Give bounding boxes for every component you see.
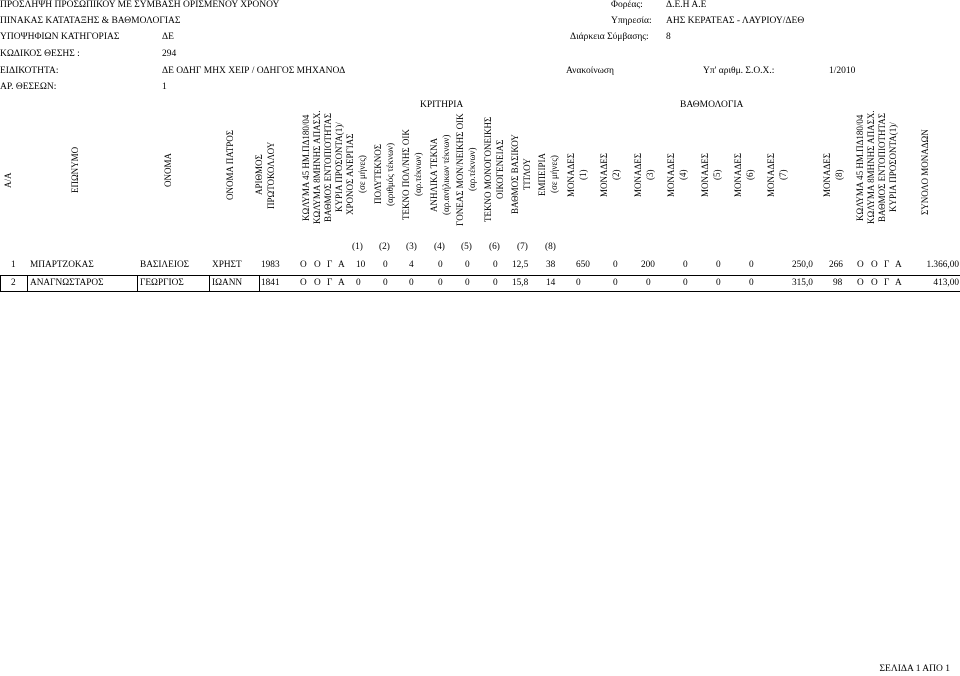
position-code-label: ΚΩΔΙΚΟΣ ΘΕΣΗΣ : xyxy=(0,49,80,59)
score-col-8-b: (8) xyxy=(834,169,844,181)
row-score-2: 0 xyxy=(613,278,618,288)
crit-col-3-b: (αρ.τέκνων) xyxy=(413,152,423,197)
row-flag-4: Α xyxy=(338,260,345,270)
row-score-8: 98 xyxy=(833,278,843,288)
row-surname: ΜΠΑΡΤΖΟΚΑΣ xyxy=(30,260,94,270)
group-scores: ΒΑΘΜΟΛΟΓΙΑ xyxy=(680,100,744,110)
row-score-7: 250,0 xyxy=(792,260,813,270)
row-surname: ΑΝΑΓΝΩΣΤΑΡΟΣ xyxy=(30,278,104,288)
row-father: ΙΩΑΝΝ xyxy=(212,278,243,288)
row-score-7: 315,0 xyxy=(792,278,813,288)
row-flag-1: Ο xyxy=(300,278,307,288)
document-title: ΠΡΟΣΛΗΨΗ ΠΡΟΣΩΠΙΚΟΥ ΜΕ ΣΥΜΒΑΣΗ ΟΡΙΣΜΕΝΟΥ ΧΡΟΝΟΥ xyxy=(0,0,280,10)
col-flag-right-4: ΚΥΡΙΑ ΠΡΟΣΟΝΤΑ(1)/ xyxy=(888,122,898,213)
row-crit-5: 0 xyxy=(465,278,470,288)
row-crit-1: 0 xyxy=(356,278,361,288)
col-total: ΣΥΝΟΛΟ ΜΟΝΑΔΩΝ xyxy=(920,129,930,216)
crit-num-6: (6) xyxy=(489,242,500,252)
cell-border xyxy=(259,275,260,292)
row-score-4: 0 xyxy=(683,260,688,270)
crit-num-5: (5) xyxy=(461,242,472,252)
row-flag-right-2: Ο xyxy=(871,260,878,270)
position-code-value: 294 xyxy=(162,49,177,59)
crit-num-4: (4) xyxy=(434,242,445,252)
row-father: ΧΡΗΣΤ xyxy=(212,260,242,270)
row-name: ΒΑΣΙΛΕΙΟΣ xyxy=(140,260,190,270)
row-crit-7: 12,5 xyxy=(512,260,529,270)
crit-col-6-b: ΟΙΚΟΓΕΝΕΙΑΣ xyxy=(495,139,505,200)
row-flag-right-3: Γ xyxy=(884,278,890,288)
score-col-5-b: (5) xyxy=(712,169,722,181)
crit-col-2-b: (αριθμός τέκνων) xyxy=(385,142,395,207)
crit-col-7-a: ΒΑΘΜΟΣ ΒΑΣΙΚΟΥ xyxy=(510,134,520,215)
crit-col-8-a: ΕΜΠΕΙΡΙΑ xyxy=(537,153,547,196)
row-crit-6: 0 xyxy=(493,278,498,288)
score-col-4-b: (4) xyxy=(678,169,688,181)
group-criteria: ΚΡΙΤΗΡΙΑ xyxy=(420,100,464,110)
row-flag-right-4: Α xyxy=(895,278,902,288)
positions-value: 1 xyxy=(162,82,167,92)
row-crit-2: 0 xyxy=(383,260,388,270)
document-subtitle: ΠΙΝΑΚΑΣ ΚΑΤΑΤΑΞΗΣ & ΒΑΘΜΟΛΟΓΙΑΣ xyxy=(0,16,181,26)
cell-border xyxy=(137,275,138,292)
col-aa: Α/Α xyxy=(3,172,13,188)
score-col-6-a: ΜΟΝΑΔΕΣ xyxy=(733,152,743,198)
row-crit-5: 0 xyxy=(465,260,470,270)
row-flag-right-2: Ο xyxy=(871,278,878,288)
col-surname: ΕΠΩΝΥΜΟ xyxy=(70,146,80,194)
row-crit-8: 14 xyxy=(546,278,556,288)
row-flag-right-1: Ο xyxy=(857,278,864,288)
col-name: ΟΝΟΜΑ xyxy=(163,153,173,188)
candidates-label: ΥΠΟΨΗΦΙΩΝ ΚΑΤΗΓΟΡΙΑΣ xyxy=(0,32,120,42)
cell-border xyxy=(209,275,210,292)
score-col-1-a: ΜΟΝΑΔΕΣ xyxy=(566,152,576,198)
crit-col-3-a: ΤΕΚΝΟ ΠΟΛ/ΝΗΣ ΟΙΚ xyxy=(401,129,411,220)
row-flag-1: Ο xyxy=(300,260,307,270)
candidates-value: ΔΕ xyxy=(162,32,174,42)
score-col-3-b: (3) xyxy=(645,169,655,181)
row-crit-8: 38 xyxy=(546,260,556,270)
row-crit-6: 0 xyxy=(493,260,498,270)
duration-label: Διάρκεια Σύμβασης: xyxy=(570,32,649,42)
col-protocol-1: ΑΡΙΘΜΟΣ xyxy=(254,154,264,196)
row-total: 413,00 xyxy=(933,278,959,288)
crit-num-1: (1) xyxy=(352,242,363,252)
col-flag-2: ΚΩΛΥΜΑ 8ΜΗΝΗΣ ΑΠΑΣΧ. xyxy=(312,110,322,225)
row-score-5: 0 xyxy=(716,278,721,288)
row-flag-right-3: Γ xyxy=(884,260,890,270)
row-score-4: 0 xyxy=(683,278,688,288)
row-crit-4: 0 xyxy=(438,260,443,270)
row-flag-3: Γ xyxy=(327,260,333,270)
cell-border xyxy=(0,275,1,292)
row-crit-2: 0 xyxy=(383,278,388,288)
row-flag-right-1: Ο xyxy=(857,260,864,270)
score-col-3-a: ΜΟΝΑΔΕΣ xyxy=(633,152,643,198)
row-protocol: 1983 xyxy=(261,260,280,270)
crit-col-5-b: (αρ.τέκνων) xyxy=(467,147,477,192)
specialty-value: ΔΕ ΟΔΗΓ ΜΗΧ ΧΕΙΡ / ΟΔΗΓΟΣ ΜΗΧΑΝΟΔ xyxy=(162,66,346,76)
row-score-5: 0 xyxy=(716,260,721,270)
row-total: 1.366,00 xyxy=(926,260,959,270)
specialty-label: ΕΙΔΙΚΟΤΗΤΑ: xyxy=(0,66,59,76)
crit-col-1-a: ΧΡΟΝΟΣ ΑΝΕΡΓΙΑΣ xyxy=(345,133,355,216)
row-crit-1: 10 xyxy=(356,260,366,270)
col-flag-4: ΚΥΡΙΑ ΠΡΟΣΟΝΤΑ(1)/ xyxy=(334,122,344,213)
score-col-1-b: (1) xyxy=(578,169,588,181)
crit-num-8: (8) xyxy=(545,242,556,252)
announcement-label: Ανακοίνωση xyxy=(566,66,614,76)
row-flag-2: Ο xyxy=(314,260,321,270)
crit-col-2-a: ΠΟΛΥΤΕΚΝΟΣ xyxy=(373,144,383,205)
announcement-ref-value: 1/2010 xyxy=(829,66,856,76)
announcement-ref-label: Υπ' αριθμ. Σ.Ο.Χ.: xyxy=(703,66,775,76)
row-flag-4: Α xyxy=(338,278,345,288)
crit-col-5-a: ΓΟΝΕΑΣ ΜΟΝ/ΝΕΙΚΗΣ ΟΙΚ xyxy=(455,113,465,226)
row-divider xyxy=(0,291,960,292)
crit-col-4-a: ΑΝΗΛΙΚΑ ΤΕΚΝΑ xyxy=(429,137,439,212)
row-score-2: 0 xyxy=(613,260,618,270)
service-label: Υπηρεσία: xyxy=(611,16,652,26)
row-aa: 2 xyxy=(11,278,16,288)
positions-label: ΑΡ. ΘΕΣΕΩΝ: xyxy=(0,82,57,92)
row-crit-4: 0 xyxy=(438,278,443,288)
row-aa: 1 xyxy=(11,260,16,270)
col-protocol-2: ΠΡΩΤΟΚΟΛΛΟΥ xyxy=(266,141,276,209)
page-number: ΣΕΛΙΔΑ 1 ΑΠΟ 1 xyxy=(879,664,950,674)
score-col-2-b: (2) xyxy=(611,169,621,181)
row-crit-3: 0 xyxy=(409,278,414,288)
agency-label: Φορέας: xyxy=(611,0,643,10)
crit-num-2: (2) xyxy=(379,242,390,252)
col-flag-right-2: ΚΩΛΥΜΑ 8ΜΗΝΗΣ ΑΠΑΣΧ. xyxy=(866,110,876,225)
row-flag-2: Ο xyxy=(314,278,321,288)
row-name: ΓΕΩΡΓΙΟΣ xyxy=(140,278,184,288)
row-protocol: 1841 xyxy=(261,278,280,288)
row-score-3: 200 xyxy=(641,260,655,270)
crit-num-7: (7) xyxy=(517,242,528,252)
agency-value: Δ.Ε.Η Α.Ε xyxy=(666,0,707,10)
crit-col-4-b: (αρ.ανήλικων τέκνων) xyxy=(441,134,451,215)
score-col-2-a: ΜΟΝΑΔΕΣ xyxy=(599,152,609,198)
row-score-6: 0 xyxy=(749,278,754,288)
row-score-8: 266 xyxy=(829,260,843,270)
crit-col-1-b: (σε μήνες) xyxy=(357,155,367,194)
row-flag-right-4: Α xyxy=(895,260,902,270)
score-col-7-a: ΜΟΝΑΔΕΣ xyxy=(766,152,776,198)
score-col-6-b: (6) xyxy=(745,169,755,181)
row-flag-3: Γ xyxy=(327,278,333,288)
row-crit-7: 15,8 xyxy=(512,278,529,288)
crit-col-8-b: (σε μήνες) xyxy=(549,155,559,194)
col-flag-3: ΒΑΘΜΟΣ ΕΝΤΟΠΙΟΤΗΤΑΣ xyxy=(323,113,333,222)
score-col-5-a: ΜΟΝΑΔΕΣ xyxy=(700,152,710,198)
duration-value: 8 xyxy=(666,32,671,42)
col-flag-right-1: ΚΩΛΥΜΑ 45 ΗΜ.ΠΔ180/04 xyxy=(855,114,865,221)
crit-col-7-b: ΤΙΤΛΟΥ xyxy=(522,158,532,191)
score-col-4-a: ΜΟΝΑΔΕΣ xyxy=(666,152,676,198)
row-score-6: 0 xyxy=(749,260,754,270)
col-flag-1: ΚΩΛΥΜΑ 45 ΗΜ.ΠΔ180/04 xyxy=(301,114,311,221)
row-crit-3: 4 xyxy=(409,260,414,270)
row-score-1: 0 xyxy=(576,278,581,288)
col-father: ΟΝΟΜΑ ΠΑΤΡΟΣ xyxy=(225,130,235,201)
score-col-8-a: ΜΟΝΑΔΕΣ xyxy=(822,152,832,198)
cell-border xyxy=(27,275,28,292)
crit-col-6-a: ΤΕΚΝΟ ΜΟΝΟΓΟΝΕΙΚΗΣ xyxy=(483,116,493,223)
crit-num-3: (3) xyxy=(406,242,417,252)
row-score-3: 0 xyxy=(646,278,651,288)
row-score-1: 650 xyxy=(576,260,590,270)
row-divider xyxy=(0,275,960,276)
score-col-7-b: (7) xyxy=(778,169,788,181)
col-flag-right-3: ΒΑΘΜΟΣ ΕΝΤΟΠΙΟΤΗΤΑΣ xyxy=(877,113,887,222)
service-value: ΑΗΣ ΚΕΡΑΤΕΑΣ - ΛΑΥΡΙΟΥ/ΔΕΘ xyxy=(666,16,805,26)
